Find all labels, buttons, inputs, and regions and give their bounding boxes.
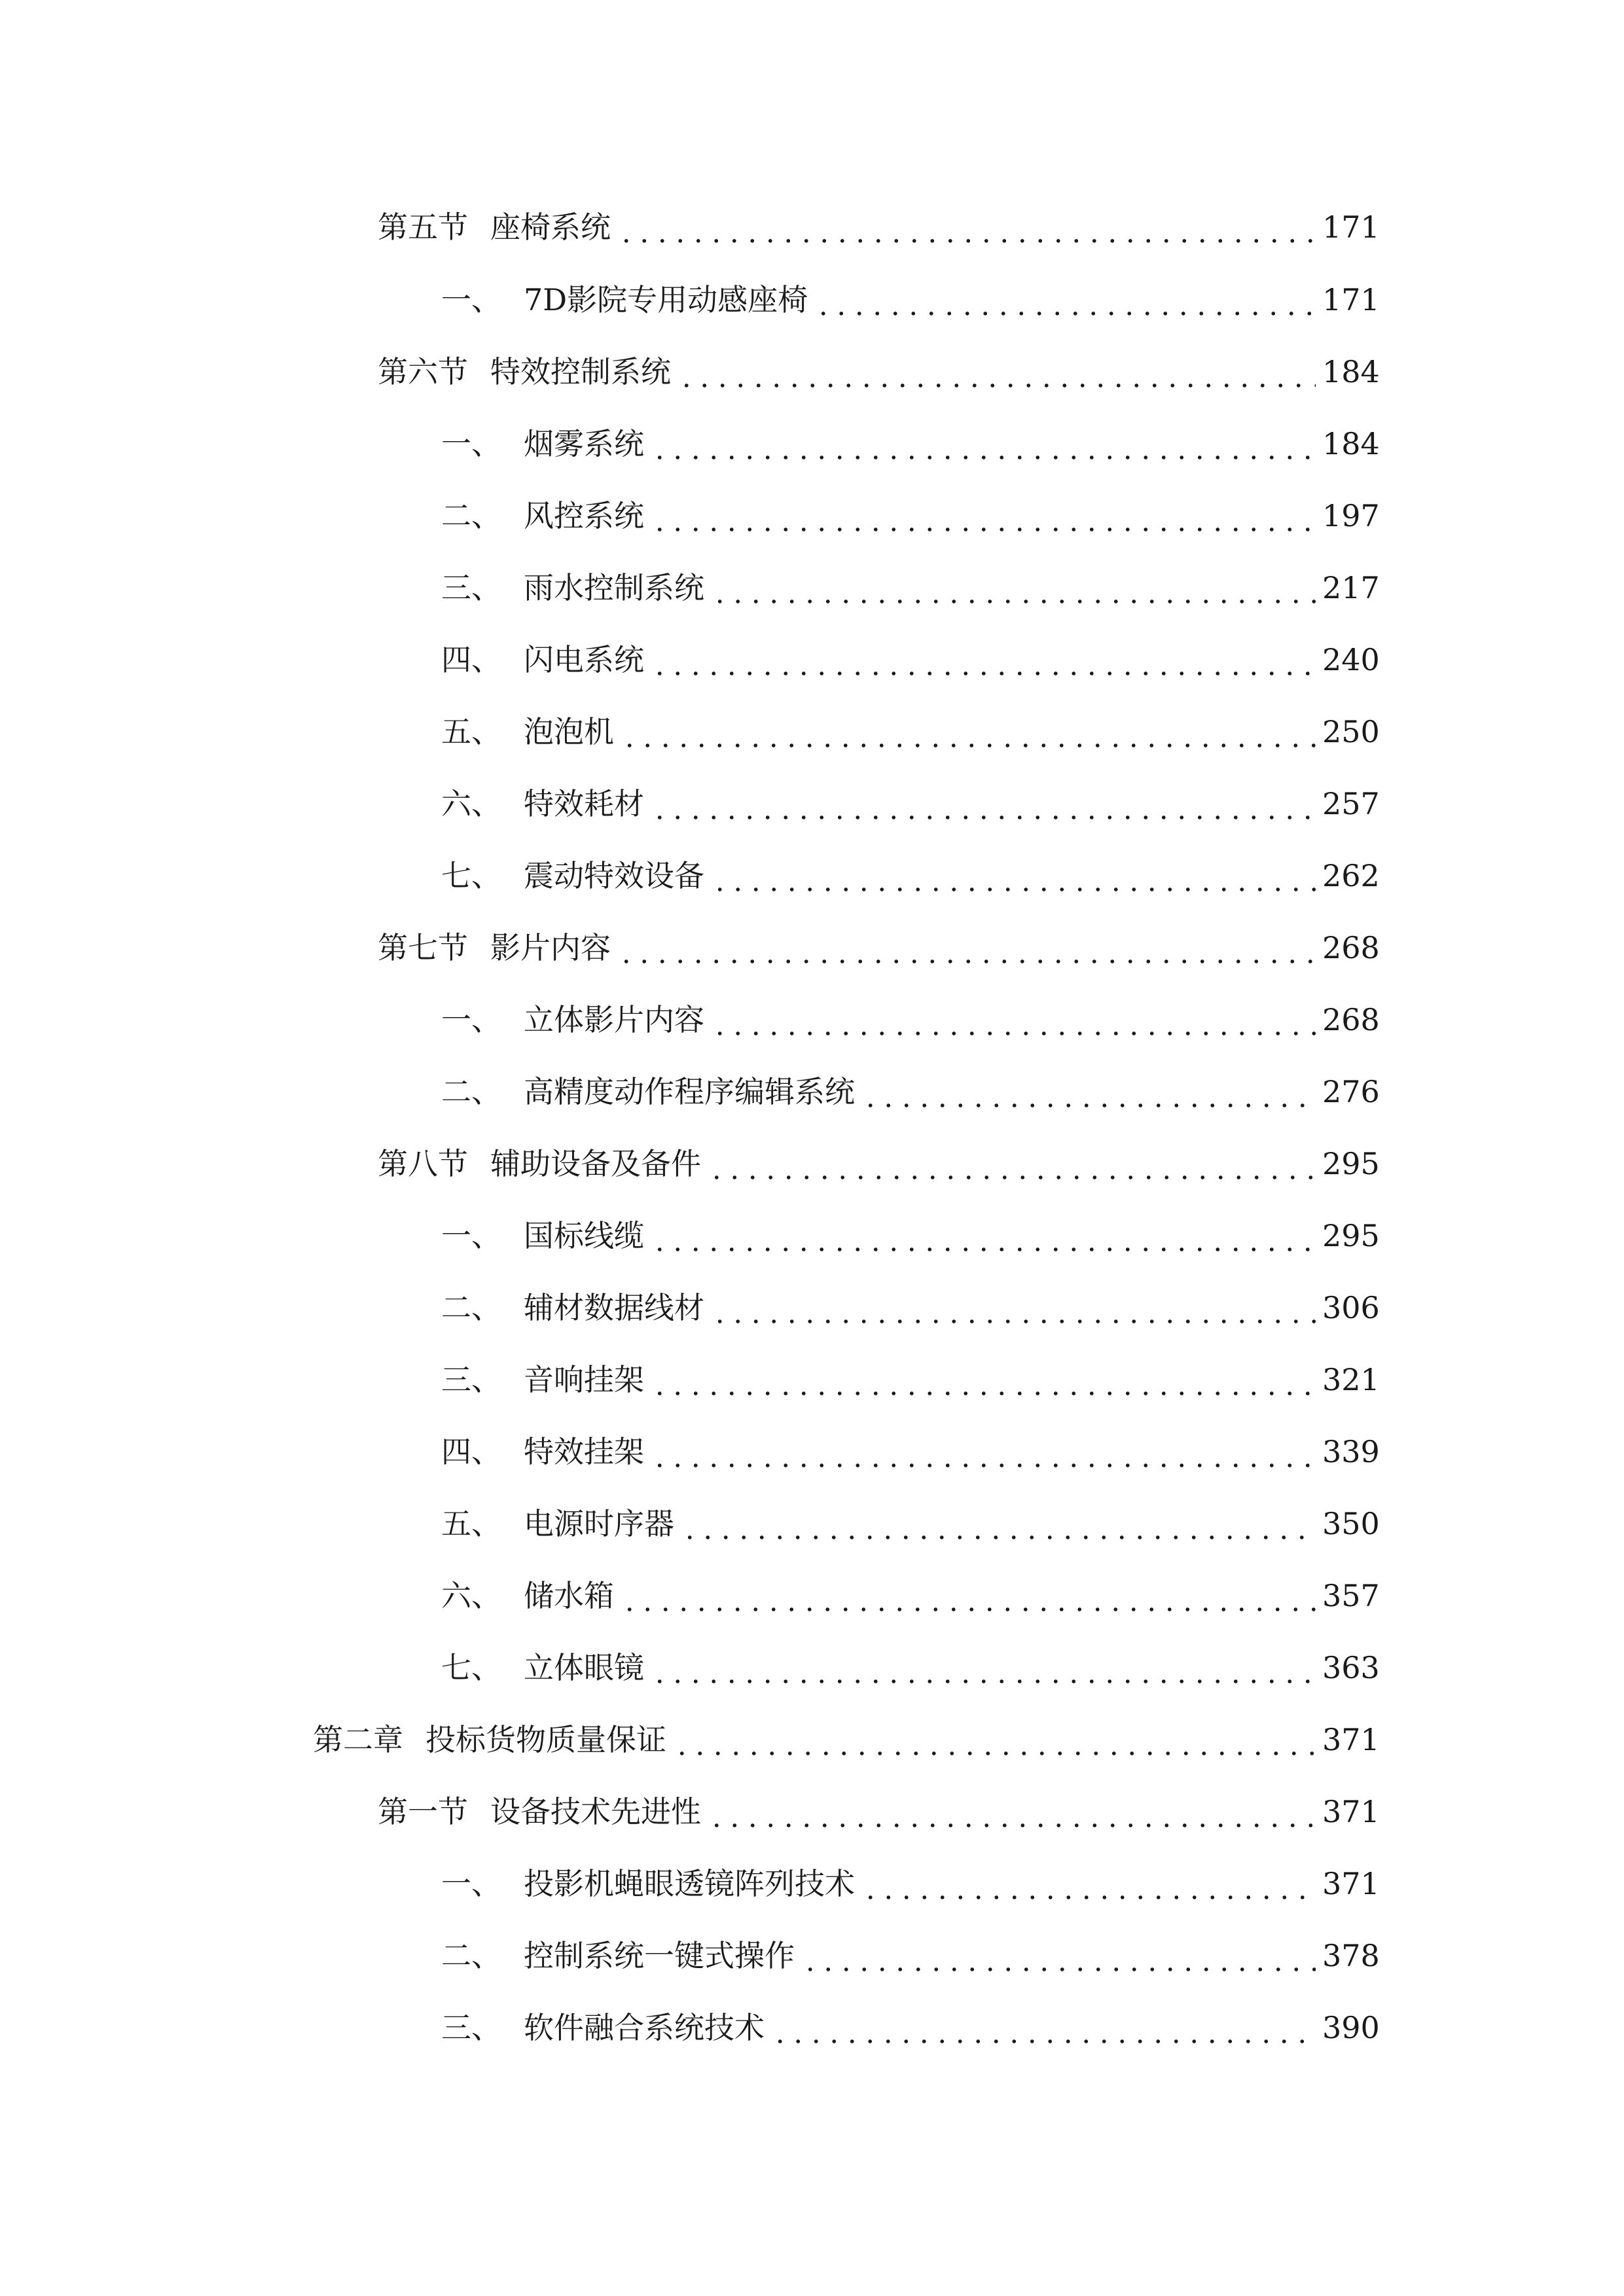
- entry-page-number: 268: [1322, 930, 1380, 965]
- entry-number: 二、: [441, 1290, 501, 1325]
- entry-title: 高精度动作程序编辑系统: [524, 1074, 855, 1109]
- entry-page-number: 306: [1322, 1290, 1380, 1325]
- toc-entry-item[interactable]: [441, 1282, 1380, 1334]
- entry-page-number: 184: [1322, 426, 1380, 461]
- entry-title: 辅材数据线材: [524, 1290, 704, 1325]
- toc-entry-section-1[interactable]: [378, 1785, 1380, 1838]
- dot-leader: [651, 1354, 1316, 1406]
- dot-leader: [711, 850, 1316, 902]
- entry-number: 五、: [441, 714, 501, 749]
- entry-title: 控制系统一键式操作: [524, 1938, 795, 1973]
- entry-title: 设备技术先进性: [490, 1794, 701, 1829]
- dot-leader: [711, 1282, 1316, 1334]
- entry-title: 辅助设备及备件: [490, 1146, 701, 1181]
- toc-entry-section-5[interactable]: [378, 201, 1380, 253]
- entry-title: 7D影院专用动感座椅: [524, 282, 808, 317]
- toc-entry-item[interactable]: [441, 562, 1380, 614]
- entry-title: 软件融合系统技术: [524, 2010, 765, 2045]
- dot-leader: [801, 1929, 1316, 1982]
- entry-number: 六、: [441, 786, 501, 821]
- entry-number: 二、: [441, 1938, 501, 1973]
- entry-page-number: 378: [1322, 1938, 1380, 1973]
- dot-leader: [651, 1641, 1316, 1694]
- dot-leader: [861, 1857, 1316, 1910]
- entry-number: 一、: [441, 1866, 501, 1901]
- entry-page-number: 295: [1322, 1218, 1380, 1253]
- entry-page-number: 257: [1322, 786, 1380, 821]
- entry-title: 特效挂架: [524, 1434, 644, 1469]
- toc-entry-item[interactable]: [441, 1570, 1380, 1622]
- toc-entry-item[interactable]: [441, 2001, 1380, 2054]
- dot-leader: [651, 490, 1316, 542]
- entry-page-number: 217: [1322, 570, 1380, 605]
- toc-entry-item[interactable]: [441, 634, 1380, 686]
- dot-leader: [708, 1785, 1316, 1838]
- entry-number: 一、: [441, 1002, 501, 1037]
- entry-number: 七、: [441, 858, 501, 893]
- entry-page-number: 321: [1322, 1362, 1380, 1397]
- toc-entry-item[interactable]: [441, 1066, 1380, 1118]
- entry-page-number: 250: [1322, 714, 1380, 749]
- dot-leader: [708, 1138, 1316, 1190]
- entry-number: 第六节: [378, 354, 468, 389]
- entry-page-number: 171: [1322, 209, 1380, 245]
- toc-entry-item[interactable]: [441, 994, 1380, 1046]
- entry-title: 烟雾系统: [524, 426, 644, 461]
- dot-leader: [771, 2001, 1316, 2054]
- dot-leader: [651, 418, 1316, 470]
- entry-page-number: 276: [1322, 1074, 1380, 1109]
- entry-title: 泡泡机: [524, 714, 614, 749]
- toc-entry-item[interactable]: [441, 850, 1380, 902]
- entry-page-number: 295: [1322, 1146, 1380, 1181]
- dot-leader: [617, 201, 1316, 253]
- entry-title: 立体影片内容: [524, 1002, 704, 1037]
- entry-number: 四、: [441, 1434, 501, 1469]
- toc-entry-item[interactable]: [441, 706, 1380, 758]
- entry-title: 投标货物质量保证: [425, 1722, 666, 1757]
- entry-page-number: 184: [1322, 354, 1380, 389]
- entry-title: 特效耗材: [524, 786, 644, 821]
- entry-number: 一、: [441, 282, 501, 317]
- entry-page-number: 262: [1322, 858, 1380, 893]
- toc-entry-item[interactable]: [441, 1929, 1380, 1982]
- dot-leader: [651, 634, 1316, 686]
- entry-number: 三、: [441, 2010, 501, 2045]
- entry-title: 电源时序器: [524, 1506, 674, 1541]
- toc-entry-item[interactable]: [441, 1498, 1380, 1550]
- entry-page-number: 390: [1322, 2010, 1380, 2045]
- toc-entry-section-6[interactable]: [378, 346, 1380, 398]
- toc-entry-chapter-2[interactable]: [313, 1713, 1380, 1766]
- entry-number: 第二章: [313, 1722, 403, 1757]
- entry-page-number: 350: [1322, 1506, 1380, 1541]
- entry-page-number: 363: [1322, 1650, 1380, 1685]
- dot-leader: [651, 778, 1316, 830]
- toc-entry-item[interactable]: [441, 418, 1380, 470]
- dot-leader: [621, 1570, 1316, 1622]
- entry-title: 国标线缆: [524, 1218, 644, 1253]
- toc-entry-item[interactable]: [441, 274, 1380, 326]
- entry-number: 七、: [441, 1650, 501, 1685]
- entry-title: 储水箱: [524, 1578, 614, 1613]
- entry-title: 音响挂架: [524, 1362, 644, 1397]
- dot-leader: [681, 1498, 1316, 1550]
- entry-page-number: 240: [1322, 642, 1380, 677]
- entry-title: 座椅系统: [490, 209, 611, 245]
- dot-leader: [711, 994, 1316, 1046]
- toc-entry-section-7[interactable]: [378, 922, 1380, 974]
- entry-number: 第八节: [378, 1146, 468, 1181]
- entry-number: 第五节: [378, 209, 468, 245]
- entry-title: 风控系统: [524, 498, 644, 533]
- entry-number: 一、: [441, 1218, 501, 1253]
- entry-number: 二、: [441, 498, 501, 533]
- entry-number: 五、: [441, 1506, 501, 1541]
- entry-number: 第一节: [378, 1794, 468, 1829]
- entry-title: 投影机蝇眼透镜阵列技术: [524, 1866, 855, 1901]
- entry-title: 雨水控制系统: [524, 570, 704, 605]
- entry-page-number: 371: [1322, 1794, 1380, 1829]
- entry-page-number: 371: [1322, 1866, 1380, 1901]
- dot-leader: [673, 1713, 1316, 1766]
- entry-number: 四、: [441, 642, 501, 677]
- entry-number: 三、: [441, 570, 501, 605]
- entry-page-number: 171: [1322, 282, 1380, 317]
- entry-title: 影片内容: [490, 930, 611, 965]
- dot-leader: [711, 562, 1316, 614]
- toc-entry-item[interactable]: [441, 1857, 1380, 1910]
- dot-leader: [621, 706, 1316, 758]
- entry-title: 立体眼镜: [524, 1650, 644, 1685]
- entry-page-number: 371: [1322, 1722, 1380, 1757]
- dot-leader: [651, 1426, 1316, 1478]
- dot-leader: [814, 274, 1316, 326]
- toc-entry-item[interactable]: [441, 490, 1380, 542]
- entry-page-number: 268: [1322, 1002, 1380, 1037]
- entry-page-number: 357: [1322, 1578, 1380, 1613]
- toc-entry-section-8[interactable]: [378, 1138, 1380, 1190]
- entry-number: 第七节: [378, 930, 468, 965]
- entry-number: 六、: [441, 1578, 501, 1613]
- toc-entry-item[interactable]: [441, 1641, 1380, 1694]
- toc-entry-item[interactable]: [441, 1426, 1380, 1478]
- entry-number: 二、: [441, 1074, 501, 1109]
- toc-entry-item[interactable]: [441, 1354, 1380, 1406]
- dot-leader: [617, 922, 1316, 974]
- entry-number: 一、: [441, 426, 501, 461]
- dot-leader: [677, 346, 1316, 398]
- entry-page-number: 197: [1322, 498, 1380, 533]
- entry-title: 闪电系统: [524, 642, 644, 677]
- toc-entry-item[interactable]: [441, 1210, 1380, 1262]
- dot-leader: [861, 1066, 1316, 1118]
- entry-number: 三、: [441, 1362, 501, 1397]
- entry-title: 特效控制系统: [490, 354, 671, 389]
- toc-entry-item[interactable]: [441, 778, 1380, 830]
- dot-leader: [651, 1210, 1316, 1262]
- entry-page-number: 339: [1322, 1434, 1380, 1469]
- entry-title: 震动特效设备: [524, 858, 704, 893]
